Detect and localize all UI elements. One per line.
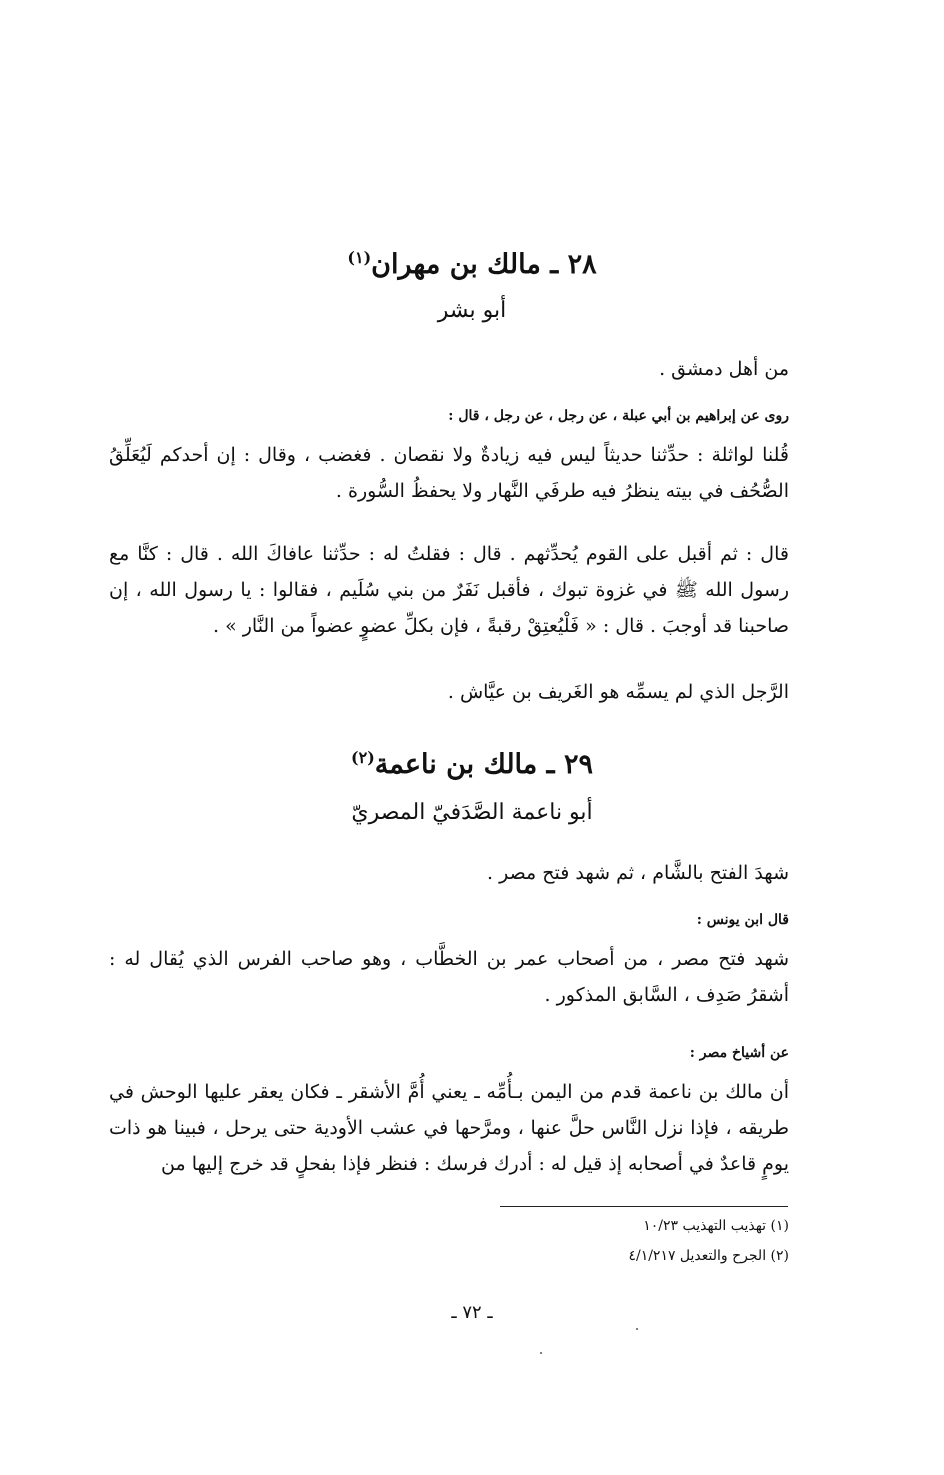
section-29-source-2: عن أشياخ مصر : <box>689 1045 789 1061</box>
section-29-paragraph-1: شهد فتح مصر ، من أصحاب عمر بن الخطَّاب ، وهو صاحب الفرس الذي يُقال له : أشقرُ صَدِف ، السَّابق المذكور . <box>109 948 789 1006</box>
section-29-origin: شهدَ الفتح بالشَّام ، ثم شهد فتح مصر . <box>487 862 789 884</box>
section-29-footnote-ref: (٢) <box>351 748 375 767</box>
section-28-footnote-ref: (١) <box>347 248 372 267</box>
section-28-paragraph-3: الرَّجل الذي لم يسمِّه هو الغَريف بن عيَّاش . <box>447 681 789 703</box>
section-28-paragraph-2: قال : ثم أقبل على القوم يُحدِّثهم . قال : فقلتُ له : حدِّثنا عافاكَ الله . قال : كنَّا مع رسول الله ﷺ في غزوة تبوك ، فأقبل نَفَرٌ من بني سُلَيم ، فقالوا : يا رسول الله ، إن صاحبنا قد أوجبَ . قال : « فَلْيُعتِقْ رقبةً ، فإن بكلِّ عضوٍ عضواً من النَّار » . <box>109 543 789 637</box>
footnote-2: (٢) الجرح والتعديل ٤/١/٢١٧ <box>628 1248 789 1264</box>
scan-speck <box>636 1328 638 1330</box>
footnote-divider <box>500 1206 788 1207</box>
section-28-title <box>0 248 944 280</box>
section-28-origin: من أهل دمشق . <box>659 358 789 380</box>
scan-speck <box>540 1352 542 1354</box>
section-29-subtitle: أبو ناعمة الصَّدَفيّ المصريّ <box>351 800 593 825</box>
section-28-subtitle: أبو بشر <box>437 298 507 323</box>
page-number: ـ ٧٢ ـ <box>451 1302 493 1323</box>
footnote-1: (١) تهذيب التهذيب ١٠/٢٣ <box>643 1218 789 1234</box>
section-29-paragraph-2: أن مالك بن ناعمة قدم من اليمن بـأُمِّه ـ يعني أُمَّ الأشقر ـ فكان يعقر عليها الوحش في طريقه ، فإذا نزل النَّاس حلَّ عنها ، ومرَّحها في عشب الأودية حتى يرحل ، فبينا هو ذات يومٍ قاعدٌ في أصحابه إذ قيل له : أدرك فرسك : فنظر فإذا بفحلٍ قد خرج إليها من <box>109 1081 789 1175</box>
section-29-title-text: ٢٩ ـ مالك بن ناعمة <box>374 749 593 780</box>
section-28-paragraph-1: قُلنا لواثلة : حدِّثنا حديثاً ليس فيه زيادةٌ ولا نقصان . فغضب ، وقال : إن أحدكم لَيُعَلِّقُ الصُّحُف في بيته ينظرُ فيه طرفَي النَّهار ولا يحفظُ السُّورة . <box>109 444 789 502</box>
section-28-source: روى عن إبراهيم بن أبي عبلة ، عن رجل ، عن رجل ، قال : <box>448 408 789 424</box>
section-29-source-1: قال ابن يونس : <box>696 912 789 928</box>
section-28-title-text: ٢٨ ـ مالك بن مهران <box>371 249 597 280</box>
section-29-title <box>0 748 944 780</box>
